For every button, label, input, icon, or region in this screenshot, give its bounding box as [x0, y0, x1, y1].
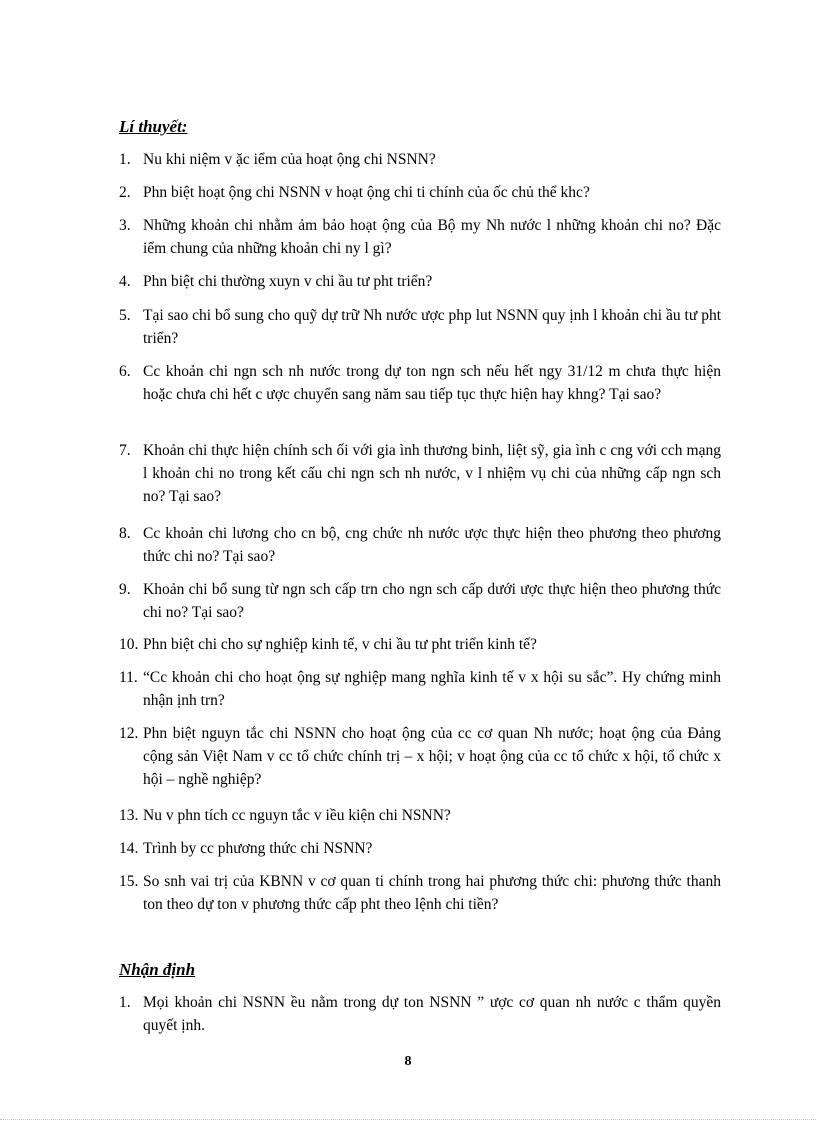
- item-text: Phn biệt nguyn tắc chi NSNN cho hoạt ộng của cc cơ quan Nh nước; hoạt ộng của Đảng cộng sản Việt Nam v cc tổ chức chính trị – x hội; v hoạt ộng của cc tổ chức x hội, tổ chức x hội – nghề nghiệp?: [143, 725, 721, 788]
- item-text: “Cc khoản chi cho hoạt ộng sự nghiệp mang nghĩa kinh tế v x hội su sắc”. Hy chứng minh nhận ịnh trn?: [143, 669, 721, 709]
- page-number: 8: [404, 1054, 412, 1069]
- list-item: [119, 304, 721, 350]
- item-number: 8.: [119, 525, 131, 542]
- item-text: Cc khoản chi lương cho cn bộ, cng chức nh nước ược thực hiện theo phương theo phương thức chi no? Tại sao?: [143, 525, 721, 565]
- item-number: 7.: [119, 442, 131, 459]
- page-divider: [0, 1119, 816, 1120]
- item-number: 15.: [119, 873, 139, 890]
- item-number: 9.: [119, 581, 131, 598]
- list-item: [119, 181, 721, 204]
- list-item: [119, 148, 721, 171]
- list-item: [119, 578, 721, 624]
- list-item: [119, 439, 721, 508]
- item-number: 2.: [119, 184, 131, 201]
- list-item: [119, 722, 721, 791]
- item-text: Nu v phn tích cc nguyn tắc v iều kiện chi NSNN?: [143, 807, 451, 824]
- list-item: [119, 633, 721, 656]
- item-text: Khoản chi thực hiện chính sch ối với gia ình thương binh, liệt sỹ, gia ình c cng với cch mạng l khoản chi no trong kết cấu chi ngn sch nh nước, v l nhiệm vụ chi của những cấp ngn sch no? Tại sao?: [143, 442, 721, 505]
- item-text: Tại sao chi bổ sung cho quỹ dự trữ Nh nước ược php lut NSNN quy ịnh l khoản chi ầu tư pht triển?: [143, 307, 721, 347]
- item-number: 13.: [119, 807, 139, 824]
- item-text: Phn biệt chi thường xuyn v chi ầu tư pht triển?: [143, 273, 433, 290]
- item-number: 5.: [119, 307, 131, 324]
- item-text: Khoản chi bổ sung từ ngn sch cấp trn cho ngn sch cấp dưới ược thực hiện theo phương thức chi no? Tại sao?: [143, 581, 721, 621]
- item-number: 11.: [119, 669, 138, 686]
- list-item: [119, 270, 721, 293]
- statements-heading: Nhận định: [119, 960, 196, 979]
- list-item: [119, 522, 721, 568]
- item-text: Phn biệt hoạt ộng chi NSNN v hoạt ộng chi ti chính của ốc chủ thể khc?: [143, 184, 590, 201]
- item-number: 12.: [119, 725, 139, 742]
- item-text: Phn biệt chi cho sự nghiệp kinh tế, v chi ầu tư pht triển kinh tế?: [143, 636, 537, 653]
- item-text: Cc khoản chi ngn sch nh nước trong dự ton ngn sch nếu hết ngy 31/12 m chưa thực hiện hoặc chưa chi hết c ược chuyển sang năm sau tiếp tục thực hiện hay khng? Tại sao?: [143, 363, 721, 403]
- list-item: [119, 214, 721, 260]
- theory-heading: Lí thuyết:: [119, 117, 188, 136]
- item-text: Trình by cc phương thức chi NSNN?: [143, 840, 373, 857]
- item-number: 4.: [119, 273, 131, 290]
- item-text: Những khoản chi nhằm ảm bảo hoạt ộng của Bộ my Nh nước l những khoản chi no? Đặc iểm chung của những khoản chi ny l gì?: [143, 217, 721, 257]
- list-item: [119, 804, 721, 827]
- item-text: Nu khi niệm v ặc iểm của hoạt ộng chi NSNN?: [143, 151, 436, 168]
- item-number: 3.: [119, 217, 131, 234]
- list-item: [119, 991, 721, 1037]
- list-item: [119, 360, 721, 406]
- list-item: [119, 837, 721, 860]
- item-number: 14.: [119, 840, 139, 857]
- item-text: So snh vai trị của KBNN v cơ quan ti chính trong hai phương thức chi: phương thức thanh ton theo dự ton v phương thức cấp pht theo lệnh chi tiền?: [143, 873, 721, 913]
- list-item: [119, 666, 721, 712]
- item-number: 6.: [119, 363, 131, 380]
- item-number: 1.: [119, 994, 131, 1011]
- item-number: 10.: [119, 636, 139, 653]
- item-text: Mọi khoản chi NSNN ều nằm trong dự ton NSNN ” ược cơ quan nh nước c thẩm quyền quyết ịnh.: [143, 994, 721, 1034]
- item-number: 1.: [119, 151, 131, 168]
- list-item: [119, 870, 721, 916]
